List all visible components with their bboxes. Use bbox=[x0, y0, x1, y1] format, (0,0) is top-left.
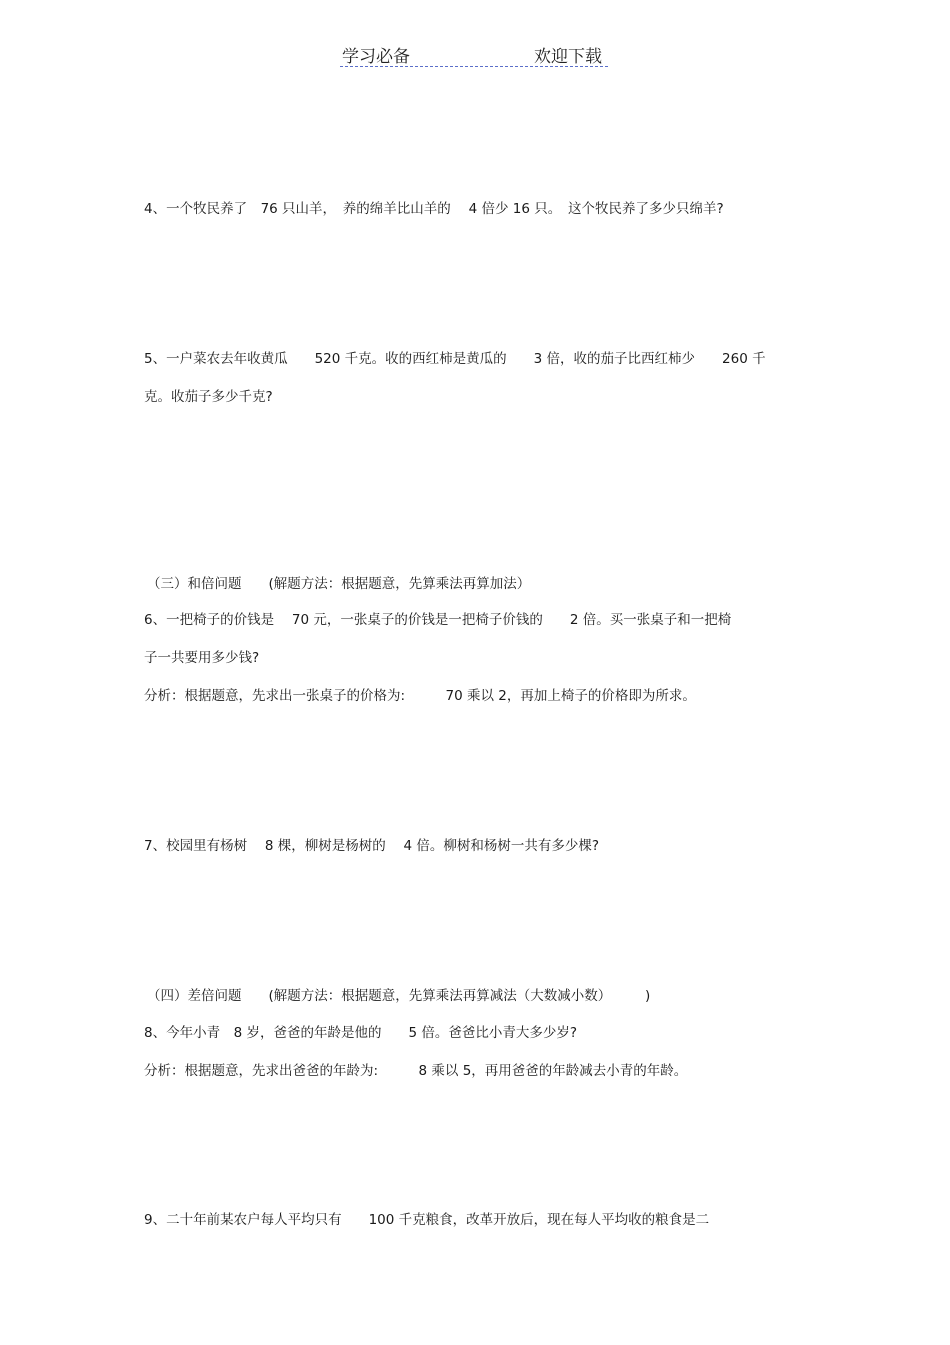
section-3-heading: （三）和倍问题 (解题方法：根据题意，先算乘法再算加法） bbox=[147, 576, 531, 592]
question-5-line-2: 克。收茄子多少千克? bbox=[144, 389, 273, 405]
question-4: 4、一个牧民养了 76 只山羊， 养的绵羊比山羊的 4 倍少 16 只。 这个牧民养了多少只绵羊? bbox=[144, 201, 724, 217]
question-8: 8、今年小青 8 岁，爸爸的年龄是他的 5 倍。爸爸比小青大多少岁? bbox=[144, 1025, 578, 1041]
analysis-6: 分析：根据题意，先求出一张桌子的价格为: 70 乘以 2，再加上椅子的价格即为所求。 bbox=[144, 688, 696, 704]
page-header bbox=[340, 40, 608, 67]
analysis-8: 分析：根据题意，先求出爸爸的年龄为: 8 乘以 5，再用爸爸的年龄减去小青的年龄。 bbox=[144, 1063, 688, 1079]
question-6-line-2: 子一共要用多少钱? bbox=[144, 650, 260, 666]
header-left-text: 学习必备 bbox=[342, 47, 410, 67]
question-6-line-1: 6、一把椅子的价钱是 70 元，一张桌子的价钱是一把椅子价钱的 2 倍。买一张桌子和一把椅 bbox=[144, 612, 732, 628]
question-9: 9、二十年前某农户每人平均只有 100 千克粮食，改革开放后，现在每人平均收的粮食是二 bbox=[144, 1212, 710, 1228]
section-4-heading: （四）差倍问题 (解题方法：根据题意，先算乘法再算减法（大数减小数） ) bbox=[147, 988, 651, 1004]
question-7: 7、校园里有杨树 8 棵，柳树是杨树的 4 倍。柳树和杨树一共有多少棵? bbox=[144, 838, 600, 854]
question-5-line-1: 5、一户菜农去年收黄瓜 520 千克。收的西红柿是黄瓜的 3 倍，收的茄子比西红柿少 260 千 bbox=[144, 351, 766, 367]
header-right-text: 欢迎下载 bbox=[534, 47, 602, 67]
